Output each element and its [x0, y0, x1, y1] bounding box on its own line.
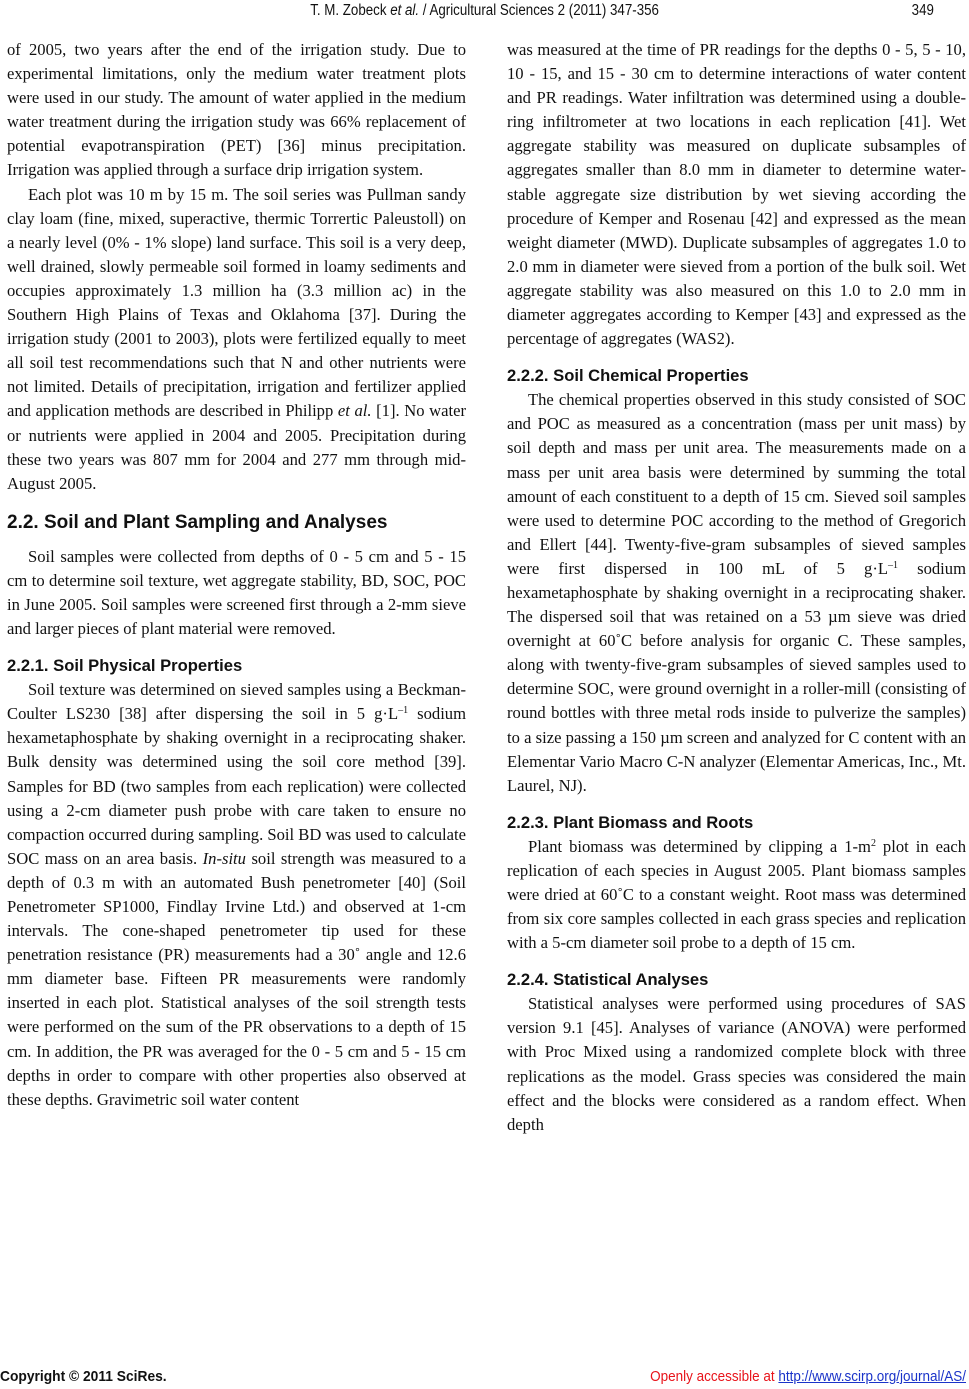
body-paragraph [507, 388, 966, 798]
body-paragraph [7, 545, 466, 641]
text-run: sodium hexametaphosphate by shaking overnight in a reciprocating shaker. The dispersed soil that was retained on a 53 µm sieve was dried overnight at 60˚C before analysis for organic C. These samples, along with twenty-five-gram subsamples of sieved samples used to determine SOC, were ground overnight in a roller-mill (consisting of round bottles with three metal rods inside to pulverize the samples) to a size passing a 150 µm screen and analyzed for C content with an Elementar Vario Macro C-N analyzer (Elementar Americas, Inc., Mt. Laurel, NJ). [507, 558, 966, 795]
open-access-notice: Openly accessible at http://www.scirp.org/journal/AS/ [650, 1368, 966, 1385]
section-heading: 2.2.1. Soil Physical Properties [7, 656, 243, 676]
text-run: was measured at the time of PR readings for the depths 0 - 5, 5 - 10, 10 - 15, and 15 - 30 cm to determine interactions of water content and PR readings. Water infiltration was determined using a double-ring infiltrometer at two locations in each replication [41]. Wet aggregate stability was measured on duplicate subsamples of aggregates smaller than 8.0 mm in diameter to determine water-stable aggregate size distribution by wet sieving according the procedure of Kemper and Rosenau [42] and expressed as the mean weight diameter (MWD). Duplicate subsamples of aggregates 1.0 to 2.0 mm in diameter were sieved from a portion of the bulk soil. Wet aggregate stability was also measured on this 1.0 to 2.0 mm in diameter aggregates according to Kemper [43] and expressed as the percentage of aggregates (WAS2). [507, 40, 966, 349]
section-heading: 2.2.4. Statistical Analyses [507, 970, 709, 990]
copyright-notice: Copyright © 2011 SciRes. [0, 1368, 167, 1385]
page-number: 349 [911, 2, 934, 19]
text-run: soil strength was measured to a depth of 0.3 m with an automated Bush penetrometer [40] (Soil Penetrometer SP1000, Findlay Irvine Ltd.) and observed at 1-cm intervals. The cone-shaped penetrometer tip used for these penetration resistance (PR) measurements had a 30˚ angle and 12.6 mm diameter base. Fifteen PR measurements were randomly inserted in each plot. Statistical analyses of the soil strength tests were performed on the sum of the PR observations to a depth of 15 cm. In addition, the PR was averaged for the 0 - 5 cm and 5 - 15 cm depths in order to compare with other properties also observed at these depths. Gravimetric soil water content [7, 848, 467, 1109]
page-header [68, 2, 934, 24]
body-paragraph [7, 678, 466, 1112]
text-run: Plant biomass was determined by clipping a 1-m [528, 836, 871, 856]
text-run: Each plot was 10 m by 15 m. The soil series was Pullman sandy clay loam (fine, mixed, superactive, thermic Torrertic Paleustoll) on a nearly level (0% - 1% slope) land surface. This soil is a very deep, well drained, slowly permeable soil formed in loamy sediments and occupies approximately 1.3 million ha (3.3 million ac) in the Southern High Plains of Texas and Oklahoma [37]. During the irrigation study (2001 to 2003), plots were fertilized equally to meet all soil test recommendations such that N and other nutrients were not limited. Details of precipitation, irrigation and fertilizer applied and application methods are described in Philipp [7, 184, 466, 421]
text-run: Soil samples were collected from depths of 0 - 5 cm and 5 - 15 cm to determine soil texture, wet aggregate stability, BD, SOC, POC in June 2005. Soil samples were screened first through a 2-mm sieve and larger pieces of plant material were removed. [7, 546, 466, 639]
italic-text: In-situ [202, 848, 246, 868]
superscript: –1 [398, 705, 409, 717]
text-run: [1]. No water or nutrients were applied in 2004 and 2005. Precipitation during these two years was 807 mm for 2004 and 277 mm through mid-August 2005. [7, 401, 467, 493]
body-paragraph [507, 992, 966, 1137]
body-paragraph [507, 38, 966, 351]
text-run: Statistical analyses were performed using procedures of SAS version 9.1 [45]. Analyses of variance (ANOVA) were performed with Proc Mixed using a randomized complete block with three replications as the model. Grass species was considered the main effect and the blocks were considered as a random effect. When depth [507, 994, 966, 1134]
superscript: –1 [888, 559, 898, 571]
right-column [507, 38, 966, 1137]
text-run: sodium hexametaphosphate by shaking overnight in a reciprocating shaker. Bulk density was determined using the soil core method [39]. Samples for BD (two samples from each replication) were collected using a 2-cm diameter push probe with care taken to ensure no compaction occurred during sampling. Soil BD was used to calculate SOC mass on an area basis. [7, 704, 467, 868]
page-footer [0, 1368, 969, 1388]
left-column [7, 38, 466, 1112]
text-run: Soil texture was determined on sieved samples using a Beckman-Coulter LS230 [38] after dispersing the soil in 5 g·L [7, 680, 466, 724]
body-paragraph [7, 38, 466, 183]
journal-link[interactable]: http://www.scirp.org/journal/AS/ [778, 1368, 966, 1385]
superscript: 2 [870, 837, 876, 849]
body-paragraph [7, 183, 466, 496]
section-heading: 2.2.2. Soil Chemical Properties [507, 366, 749, 386]
text-run: of 2005, two years after the end of the irrigation study. Due to experimental limitations, only the medium water treatment plots were used in our study. The amount of water applied in the medium water treatment during the irrigation study was 66% replacement of potential evapotranspiration (PET) [36] minus precipitation. Irrigation was applied through a surface drip irrigation system. [7, 40, 466, 180]
text-run: The chemical properties observed in this study consisted of SOC and POC as measured as a concentration (mass per unit mass) by soil depth and mass per unit area. The measurements made on a mass per unit area basis were determined by summing the total amount of each constituent to a depth of 15 cm. Sieved soil samples were used to determine POC according to the method of Gregorich and Ellert [44]. Twenty-five-gram subsamples of sieved samples were first dispersed in 100 mL of 5 g·L [507, 390, 966, 578]
section-heading: 2.2.3. Plant Biomass and Roots [507, 812, 754, 832]
italic-text: et al. [337, 401, 372, 421]
running-head: T. M. Zobeck et al. / Agricultural Sciences 2 (2011) 347-356 [310, 2, 659, 19]
body-paragraph [507, 835, 966, 955]
section-heading: 2.2. Soil and Plant Sampling and Analyses [7, 511, 388, 533]
text-run: plot in each replication of each species in August 2005. Plant biomass samples were dried at 60˚C to a constant weight. Root mass was determined from six core samples collected in each grass species and replication with a 5-cm diameter soil probe to a depth of 15 cm. [507, 836, 967, 953]
